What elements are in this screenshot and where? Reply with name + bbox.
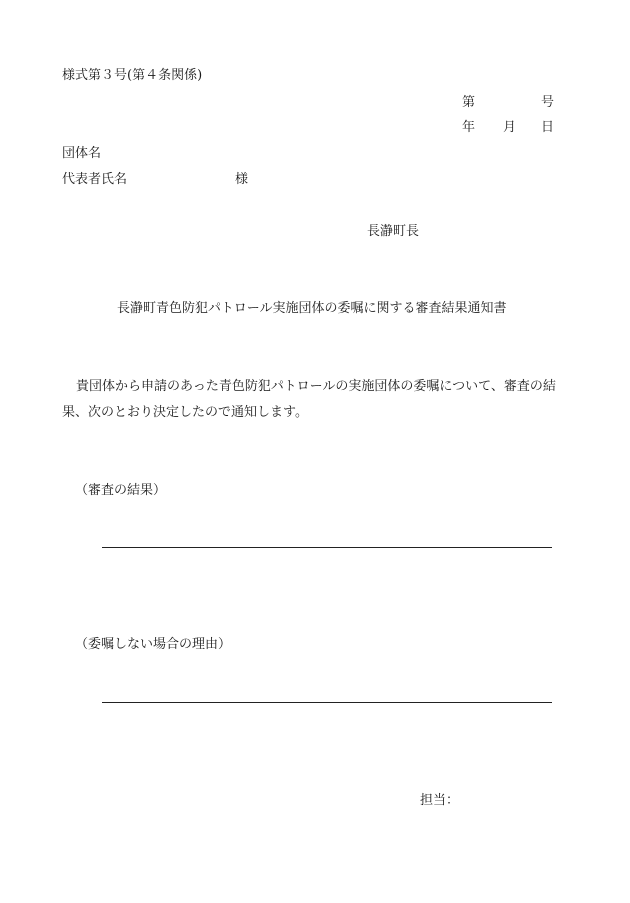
contact-label: 担当：	[420, 793, 460, 808]
date-day: 日	[541, 120, 555, 135]
form-label: 様式第３号(第４条関係)	[62, 68, 203, 83]
reason-label: （委嘱しない場合の理由）	[75, 637, 232, 652]
number-suffix: 号	[541, 95, 555, 110]
reason-line	[102, 702, 552, 703]
review-result-line	[102, 547, 552, 548]
representative-name-label: 代表者氏名	[62, 172, 128, 187]
review-result-label: （審査の結果）	[75, 483, 167, 498]
document-title: 長瀞町青色防犯パトロール実施団体の委嘱に関する審査結果通知書	[117, 301, 507, 316]
group-name-label: 団体名	[62, 146, 102, 161]
date-month: 月	[503, 120, 517, 135]
sender-title: 長瀞町長	[367, 224, 420, 239]
honorific: 様	[235, 172, 249, 187]
number-prefix: 第	[462, 95, 476, 110]
body-paragraph: 貴団体から申請のあった青色防犯パトロールの実施団体の委嘱について、審査の結果、次のとおり決定したので通知します。	[62, 379, 556, 420]
date-year: 年	[462, 120, 476, 135]
